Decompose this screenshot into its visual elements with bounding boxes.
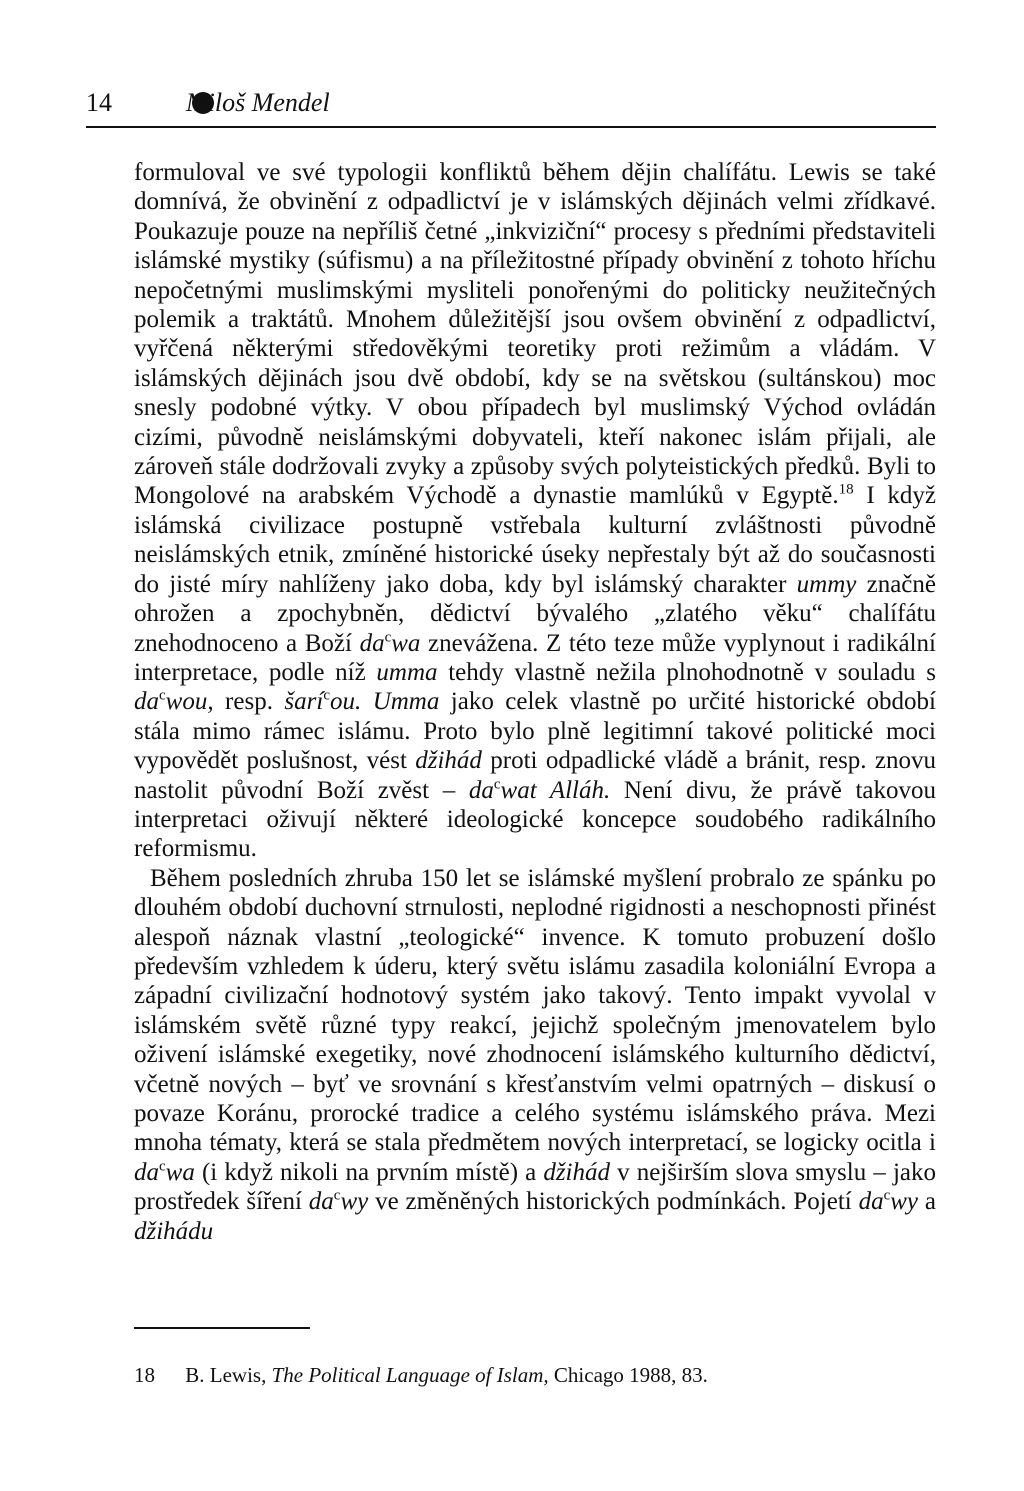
italic-term: da xyxy=(359,629,385,657)
text-run: značně ohrožen a zpochybněn, dědictví bývalého „zlatého věku“ chalífátu znehodnoceno a Boží xyxy=(134,570,936,657)
text-run: ve změněných historických podmínkách. Pojetí xyxy=(368,1188,859,1216)
paragraph xyxy=(134,158,936,864)
italic-term: wat Alláh. xyxy=(500,776,611,804)
italic-term: šarí xyxy=(284,688,324,716)
text-run: a xyxy=(918,1188,936,1216)
italic-term: wa xyxy=(391,629,421,657)
italic-term: da xyxy=(134,688,159,716)
superscript: c xyxy=(159,1158,166,1175)
text-run: Není divu, že právě takovou interpretaci oživují některé ideologické koncepce soudobého radikálního reformismu. xyxy=(134,776,936,863)
text-run: jako celek vlastně po určité historické období stála mimo rámec islámu. Proto bylo plně legitimní takové politické moci vypovědět poslušnost, vést xyxy=(134,688,937,775)
italic-term: wy xyxy=(340,1188,369,1216)
italic-term: umma xyxy=(376,658,438,686)
italic-term: da xyxy=(468,776,494,804)
italic-term: džihádu xyxy=(134,1217,214,1245)
text-run: formuloval ve své typologii konfliktů během dějin chalífátu. Lewis se také domnívá, že obvinění z odpadlictví je v islámských dějinách velmi zřídkavé. Poukazuje pouze na nepříliš četné „inkviziční“ procesy s předními představiteli islámské mystiky (súfismu) a na příležitostné případy obvinění z tohoto hříchu nepočetnými muslimskými mysliteli ponořenými do politicky neužitečných polemik a traktátů. Mnohem důležitější jsou ovšem obvinění z odpadlictví, vyřčená některými středověkými teoretiky proti režimům a vládám. V islámských dějinách jsou dvě období, kdy se na světskou (sultánskou) moc snesly podobné výtky. V obou případech byl muslimský Východ ovládán cizími, původně neislámskými dobyvateli, kteří nakonec islám přijali, ale zároveň stále dodržovali zvyky a způsoby svých polyteistických předků. Byli to Mongolové na arabském Východě a dynastie mamlúků v Egyptě. xyxy=(134,159,936,510)
superscript: c xyxy=(883,1187,891,1204)
italic-term: da xyxy=(858,1188,884,1216)
page-number: 14 xyxy=(86,88,112,117)
running-head-author: Miloš Mendel xyxy=(186,88,330,117)
paragraph xyxy=(134,864,936,1246)
footnote-publication: Chicago 1988, 83. xyxy=(553,1363,708,1387)
italic-term: wou, xyxy=(165,688,214,716)
italic-term: džihád xyxy=(543,1158,611,1186)
italic-term: džihád xyxy=(415,747,482,775)
header-rule xyxy=(86,126,936,128)
text-run: tehdy vlastně nežila plnohodnotně v souladu s xyxy=(437,658,936,686)
text-run: Během posledních zhruba 150 let se islámské myšlení probralo ze spánku po dlouhém období duchovní strnulosti, neplodné rigidnosti a neschopnosti přinést alespoň náznak vlastní „teologické“ invence. K tomuto probuzení došlo především vzhledem k úderu, který světu islámu zasadila koloniální Evropa a západní civilizační hodnotový systém jako takový. Tento impakt vyvolal v islámském světě různé typy reakcí, jejichž společným jmenovatelem bylo oživení islámské exegetiky, nové zhodnocení islámského kulturního dědictví, včetně nových – byť ve srovnání s křesťanstvím velmi opatrných – diskusí o povaze Koránu, prorocké tradice a celého systému islámského práva. Mezi mnoha tématy, která se stala předmětem nových interpretací, se logicky ocitla i xyxy=(134,864,936,1157)
text-run xyxy=(361,688,372,715)
italic-term: Umma xyxy=(372,688,440,716)
superscript: c xyxy=(333,1187,341,1204)
text-run: (i když nikoli na prvním místě) a xyxy=(194,1158,544,1186)
italic-term: ou. xyxy=(329,688,362,716)
superscript: 18 xyxy=(838,482,854,499)
page-header xyxy=(86,86,936,126)
text-run: proti odpadlické vládě a bránit, resp. znovu nastolit původní Boží zvěst – xyxy=(134,747,936,804)
italic-term: wa xyxy=(165,1158,195,1186)
superscript: c xyxy=(323,687,330,704)
text-run: resp. xyxy=(213,688,285,716)
italic-term: ummy xyxy=(796,570,857,598)
italic-term: da xyxy=(134,1158,159,1186)
italic-term: wy xyxy=(890,1188,919,1216)
footnote-rule xyxy=(134,1327,310,1329)
text-run: znevážena. Z této teze může vyplynout i radikální interpretace, podle níž xyxy=(134,629,937,686)
footnote-author: B. Lewis, xyxy=(185,1363,267,1387)
text-run: I když islámská civilizace postupně vstřebala kulturní zvláštnosti původně neislámských etnik, zmíněné historické úseky nepřestaly být až do současnosti do jisté míry nahlíženy jako doba, kdy byl islámský charakter xyxy=(134,482,937,598)
footnote-18 xyxy=(134,1361,936,1389)
superscript: c xyxy=(159,687,166,704)
body-text xyxy=(134,158,936,1246)
footnote-number: 18 xyxy=(134,1363,155,1387)
superscript: c xyxy=(384,629,392,646)
footnote-title: The Political Language of Islam, xyxy=(271,1363,549,1387)
italic-term: da xyxy=(308,1188,334,1216)
superscript: c xyxy=(493,776,501,793)
text-run: v nejširším slova smyslu – jako prostředek šíření xyxy=(134,1158,936,1216)
